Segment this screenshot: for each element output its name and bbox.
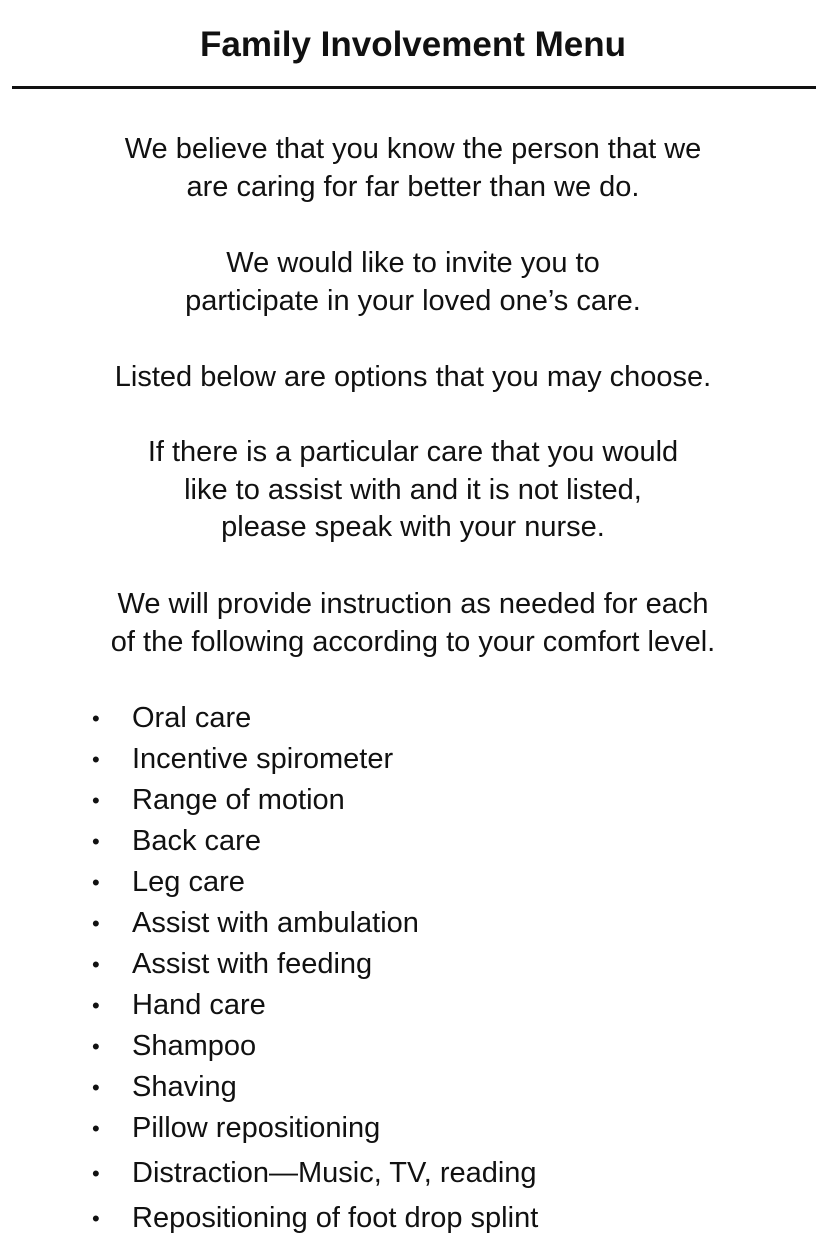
list-item: [0, 903, 826, 944]
intro-line-1: We believe that you know the person that we: [124, 133, 702, 165]
instruction-line-2: of the following according to your comfort level.: [110, 625, 716, 658]
list-item-label: Incentive spirometer: [132, 743, 394, 775]
list-item: [0, 985, 826, 1026]
list-item-label: Hand care: [132, 989, 266, 1021]
list-item-label: Distraction—Music, TV, reading: [132, 1157, 537, 1189]
list-item: [0, 1026, 826, 1067]
intro-paragraph: [0, 131, 826, 206]
bullet-icon: •: [92, 747, 100, 772]
list-item: [0, 1108, 826, 1153]
not-listed-line-1: If there is a particular care that you would: [147, 436, 679, 468]
invitation-paragraph: [0, 245, 826, 320]
bullet-icon: •: [92, 1034, 100, 1059]
list-item-label: Assist with ambulation: [132, 907, 419, 939]
page-title: Family Involvement Menu: [200, 25, 626, 64]
list-item: [0, 1198, 826, 1239]
options-intro-line-1: Listed below are options that you may choose.: [114, 361, 712, 393]
list-item: [0, 821, 826, 862]
bullet-icon: •: [92, 952, 100, 977]
bullet-icon: •: [92, 911, 100, 936]
bullet-icon: •: [92, 1116, 100, 1141]
intro-line-2: are caring for far better than we do.: [186, 170, 640, 203]
options-intro-paragraph: [0, 359, 826, 397]
list-item-label: Shampoo: [132, 1030, 257, 1062]
instruction-paragraph: [0, 586, 826, 661]
not-listed-paragraph: [0, 434, 826, 547]
bullet-icon: •: [92, 829, 100, 854]
list-item: [0, 1153, 826, 1198]
list-item-label: Pillow repositioning: [132, 1112, 381, 1144]
list-item-label: Assist with feeding: [132, 948, 373, 980]
bullet-icon: •: [92, 1206, 100, 1231]
instruction-line-1: We will provide instruction as needed for each: [117, 588, 709, 620]
list-item-label: Repositioning of foot drop splint: [132, 1202, 539, 1234]
bullet-icon: •: [92, 1075, 100, 1100]
bullet-icon: •: [92, 788, 100, 813]
list-item-label: Back care: [132, 825, 261, 857]
bullet-icon: •: [92, 1161, 100, 1186]
list-item: [0, 862, 826, 903]
list-item: [0, 780, 826, 821]
list-item: [0, 944, 826, 985]
title-divider: [12, 86, 816, 89]
invitation-line-2: participate in your loved one’s care.: [185, 284, 641, 317]
bullet-icon: •: [92, 870, 100, 895]
invitation-line-1: We would like to invite you to: [226, 247, 600, 279]
list-item-label: Leg care: [132, 866, 245, 898]
not-listed-line-2: like to assist with and it is not listed,: [184, 473, 642, 506]
care-options-list: [0, 698, 826, 1239]
list-item: [0, 1067, 826, 1108]
bullet-icon: •: [92, 993, 100, 1018]
list-item: [0, 698, 826, 739]
list-item-label: Range of motion: [132, 784, 345, 816]
list-item-label: Shaving: [132, 1071, 237, 1103]
not-listed-line-3: please speak with your nurse.: [221, 511, 605, 543]
bullet-icon: •: [92, 706, 100, 731]
list-item-label: Oral care: [132, 702, 252, 734]
list-item: [0, 739, 826, 780]
